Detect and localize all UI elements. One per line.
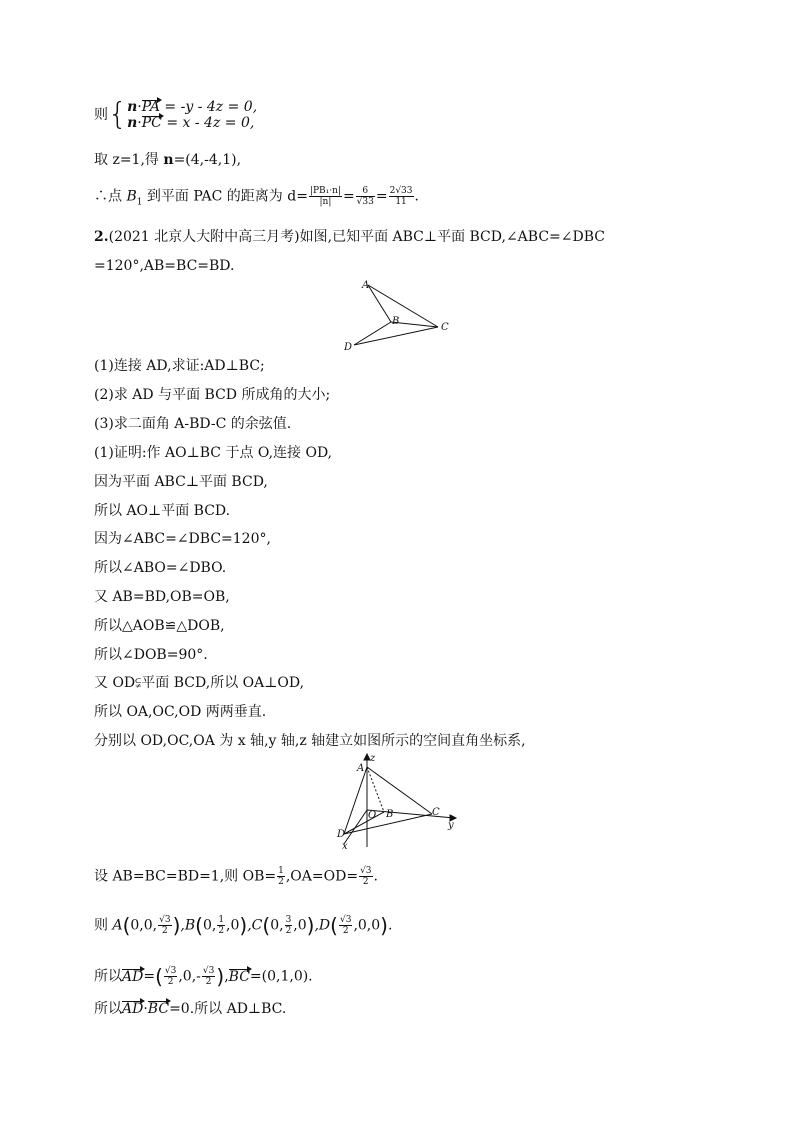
- vector-ad: AD: [122, 968, 144, 985]
- vector-ad: AD: [122, 1001, 144, 1017]
- edge-ad: [344, 767, 367, 834]
- label-d: D: [337, 829, 346, 840]
- solution-line: 分别以 OD,OC,OA 为 x 轴,y 轴,z 轴建立如图所示的空间直角坐标系,: [94, 733, 526, 749]
- label-x: x: [342, 841, 348, 852]
- vectors-line: 所以AD=( $\frac{√3}{2}$ ,0,- $\frac{√3}{2}$ ),BC=(0,1,0).: [94, 964, 313, 989]
- label-d: D: [344, 342, 353, 353]
- solution-line: 又 AB=BD,OB=OB,: [94, 589, 230, 605]
- solution-line: 所以 OA,OC,OD 两两垂直.: [94, 704, 267, 720]
- label-b: B: [386, 809, 394, 820]
- problem-number: 2.: [94, 229, 109, 245]
- label-a: A: [357, 763, 365, 774]
- brace: {: [108, 97, 128, 132]
- coordinates-line: 则 A(0,0, $\frac{√3}{2}$ ),B(0, $\frac{1}{2}$ ,0),C(0, $\frac{3}{2}$ ,0),D( $\frac{√3}{2}$ ,0,0).: [94, 913, 393, 938]
- fraction-6-sqrt33: $\frac{6}{√33}$: [356, 186, 374, 207]
- final-line: 所以AD·BC=0.所以 AD⊥BC.: [94, 1001, 287, 1017]
- edge-ab: [368, 285, 391, 322]
- equation-system: [94, 99, 257, 131]
- label-y: y: [448, 820, 454, 831]
- label-a: A: [362, 280, 370, 291]
- solution-line: 所以 AO⊥平面 BCD.: [94, 503, 231, 519]
- system-lines: [127, 99, 257, 131]
- question-2: (2)求 AD 与平面 BCD 所成角的大小;: [94, 387, 331, 403]
- figure-triangle-diagram: [338, 278, 458, 354]
- solution-line: 所以∠DOB=90°.: [94, 647, 208, 663]
- label-c: C: [441, 322, 449, 333]
- edge-ac: [368, 285, 438, 327]
- vector-pc: PC: [141, 115, 162, 131]
- vector-bc: BC: [147, 1001, 170, 1017]
- edge-ac: [367, 767, 432, 814]
- fraction-2sqrt33-11: $\frac{2√33}{11}$: [389, 186, 413, 207]
- x-axis: [344, 810, 367, 844]
- edge-bd: [354, 322, 391, 345]
- label-c: C: [432, 807, 440, 818]
- label-b: B: [392, 316, 400, 327]
- solution-line: 所以△AOB≌△DOB,: [94, 618, 225, 634]
- problem-statement-line-2: =120°,AB=BC=BD.: [94, 258, 235, 274]
- distance-line: ∴点 $B_1$ 到平面 PAC 的距离为 d= $\frac{\text{|PB₁·n|}}{|n|}$ = $\frac{6}{√33}$ = $\frac{2√33}{11}$ .: [94, 186, 419, 208]
- fraction-pb1n: $\frac{\text{|PB₁·n|}}{|n|}$: [309, 186, 341, 207]
- system-prefix: 则: [94, 107, 108, 123]
- proof-label: 证明: [113, 445, 142, 461]
- solution-line: 又 OD⫋平面 BCD,所以 OA⊥OD,: [94, 675, 305, 691]
- problem-statement-line-1: 2.(2021 北京人大附中高三月考)如图,已知平面 ABC⊥平面 BCD,∠ABC=∠DBC: [94, 229, 605, 245]
- system-eq-1: n·PA = -y - 4z = 0,: [127, 99, 258, 115]
- system-eq-2: n·PC = x - 4z = 0,: [127, 115, 255, 131]
- set-lengths-line: 设 AB=BC=BD=1,则 OB= $\frac{1}{2}$ ,OA=OD= $\frac{√3}{2}$ .: [94, 866, 378, 887]
- edge-dc: [354, 327, 438, 345]
- figure-coordinate-diagram: [332, 752, 462, 852]
- label-z: z: [370, 753, 376, 764]
- solution-line: 因为∠ABC=∠DBC=120°,: [94, 531, 271, 547]
- question-1: (1)连接 AD,求证:AD⊥BC;: [94, 358, 265, 374]
- take-z-line: 取 z=1,得 n=(4,-4,1),: [94, 152, 242, 168]
- vector-pa: PA: [141, 99, 160, 115]
- solution-line: 所以∠ABO=∠DBO.: [94, 560, 227, 576]
- solution-line: 因为平面 ABC⊥平面 BCD,: [94, 474, 268, 490]
- solution-line-1: (1)证明:作 AO⊥BC 于点 O,连接 OD,: [94, 445, 333, 461]
- label-o: O: [368, 810, 377, 821]
- question-3: (3)求二面角 A-BD-C 的余弦值.: [94, 416, 292, 432]
- vector-bc: BC: [228, 968, 250, 985]
